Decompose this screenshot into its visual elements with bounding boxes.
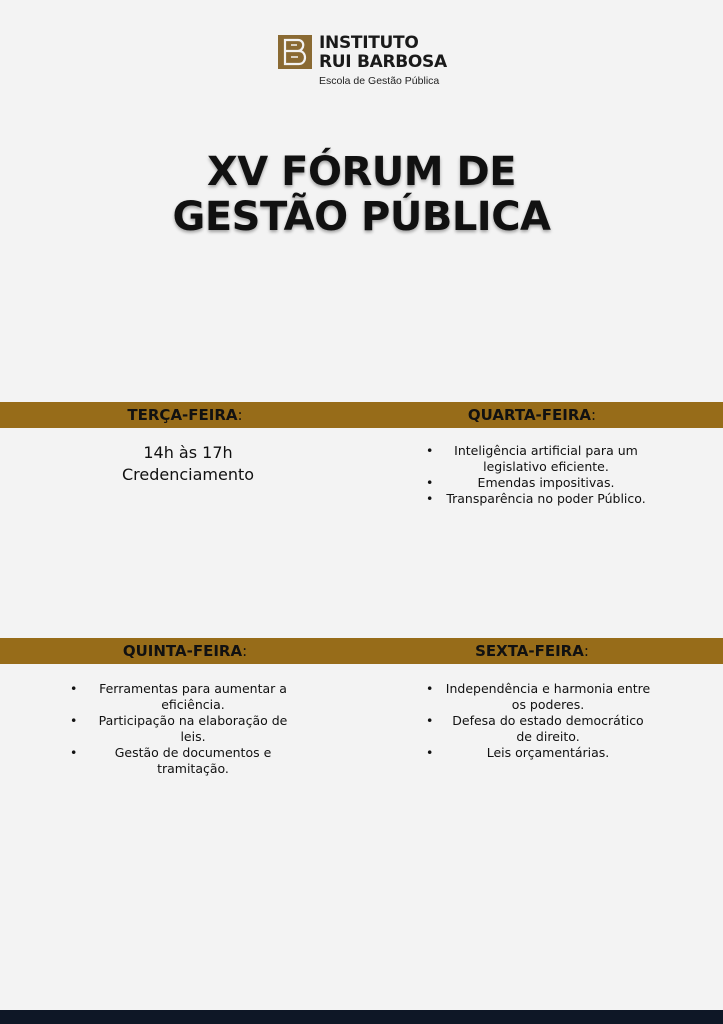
- day-label-quarta: QUARTA-FEIRA: [467, 406, 592, 424]
- list-item: • Transparência no poder Público.: [426, 491, 648, 507]
- day-label-terca: TERÇA-FEIRA: [127, 406, 238, 424]
- institute-logo: [278, 34, 447, 87]
- event-title-line1: XV FÓRUM DE: [206, 149, 517, 195]
- list-item: • Defesa do estado democrático de direito.: [426, 713, 652, 745]
- quinta-topic-list: [70, 681, 298, 777]
- event-title-line2: GESTÃO PÚBLICA: [172, 194, 551, 240]
- logo-text: [319, 34, 447, 87]
- footer-bar: [0, 1010, 723, 1024]
- rb-monogram-icon: [278, 35, 312, 69]
- list-item: • Ferramentas para aumentar a eficiência.: [70, 681, 298, 713]
- day-heading-quarta: QUARTA-FEIRA:: [467, 406, 597, 424]
- terca-schedule: [48, 442, 328, 486]
- terca-activity: Credenciamento: [121, 465, 255, 484]
- logo-name-line2: RUI BARBOSA: [319, 52, 447, 72]
- logo-name-line1: INSTITUTO: [319, 33, 419, 53]
- list-item: • Emendas impositivas.: [426, 475, 648, 491]
- day-heading-terca: TERÇA-FEIRA:: [127, 406, 243, 424]
- logo-subtitle: Escola de Gestão Pública: [319, 75, 440, 87]
- day-heading-quinta: QUINTA-FEIRA:: [122, 642, 248, 660]
- list-item: • Gestão de documentos e tramitação.: [70, 745, 298, 777]
- sexta-topic-list: [426, 681, 652, 761]
- list-item: • Participação na elaboração de leis.: [70, 713, 298, 745]
- list-item: • Independência e harmonia entre os poderes.: [426, 681, 652, 713]
- day-label-quinta: QUINTA-FEIRA: [122, 642, 243, 660]
- list-item: • Inteligência artificial para um legislativo eficiente.: [426, 443, 648, 475]
- day-heading-sexta: SEXTA-FEIRA:: [475, 642, 589, 660]
- terca-time: 14h às 17h: [143, 443, 233, 462]
- list-item: • Leis orçamentárias.: [426, 745, 652, 761]
- quarta-topic-list: [426, 443, 648, 507]
- day-label-sexta: SEXTA-FEIRA: [475, 642, 584, 660]
- event-title: [0, 150, 723, 240]
